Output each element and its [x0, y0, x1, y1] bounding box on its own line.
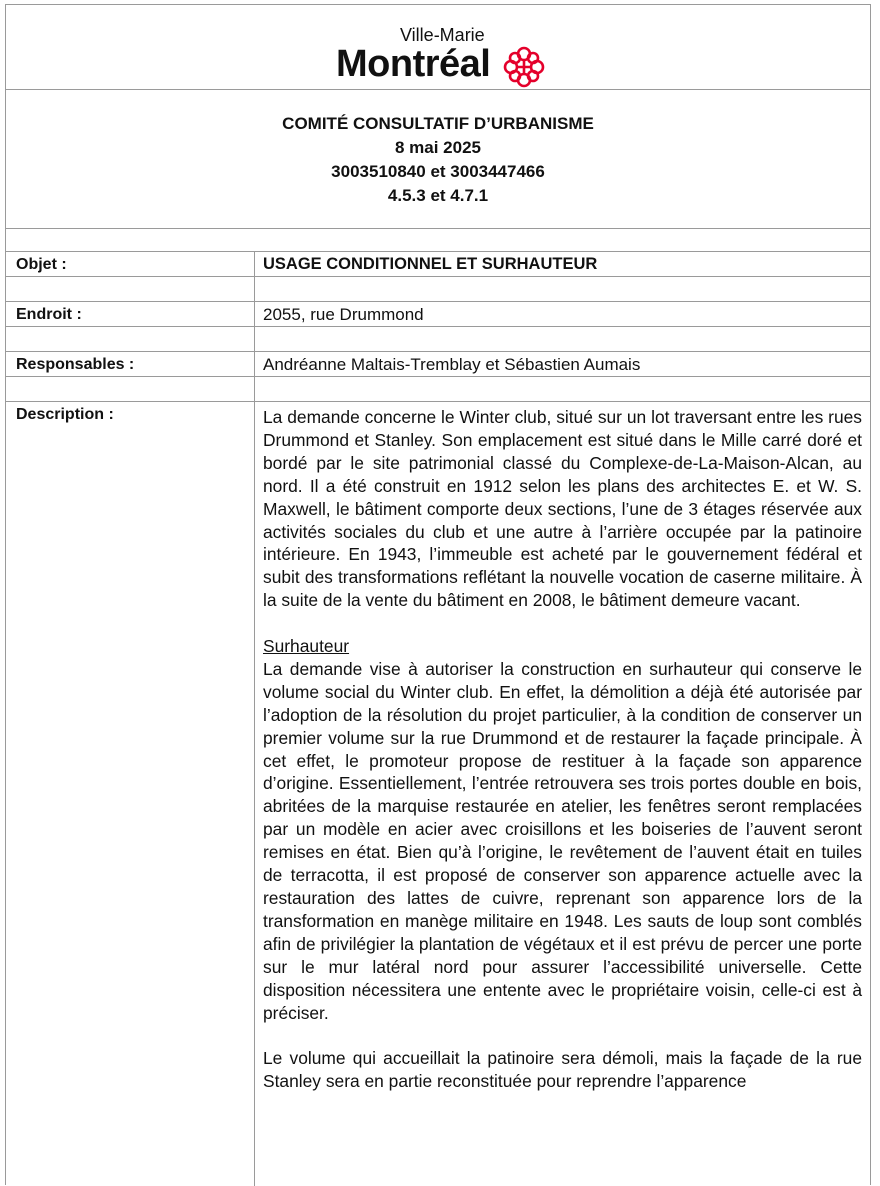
divider [6, 251, 870, 252]
rosette-icon [502, 45, 546, 89]
objet-value: USAGE CONDITIONNEL ET SURHAUTEUR [263, 255, 598, 273]
description-paragraph: La demande vise à autoriser la construction en surhauteur qui conserve le volume social du Winter club. En effet, la démolition a déjà été autorisée par l’adoption de la résolution du projet particulier, à la condition de conserver un premier volume sur la rue Drummond et de restaurer la façade principale. À cet effet, le promoteur propose de restituer à la façade son apparence d’origine. Essentiellement, l’entrée retrouvera ses trois portes double en bois, abritées de la marquise restaurée en atelier, les fenêtres seront remplacées par un modèle en acier avec croisillons et les boiseries de l’auvent seront remises en état. Bien qu’à l’origine, le revêtement de l’auvent était en tuiles de terracotta, il est proposé de conserver son apparence actuelle avec la restauration des lattes de cuivre, reprenant son apparence lors de la transformation en manège militaire en 1948. Les sauts de loup sont comblés afin de privilégier la plantation de végétaux et il est prévu de percer une porte sur le mur latéral nord pour assurer l’accessibilité universelle. Cette disposition nécessitera une entente avec le propriétaire voisin, celle-ci est à préciser. [263, 658, 862, 1023]
divider [6, 228, 870, 229]
divider [6, 301, 870, 302]
endroit-value: 2055, rue Drummond [263, 305, 424, 324]
surhauteur-heading: Surhauteur [263, 636, 350, 657]
item-numbers: 4.5.3 et 4.7.1 [387, 186, 489, 205]
divider [6, 276, 870, 277]
description-body [263, 406, 862, 1093]
logo-city: Montréal [336, 43, 491, 85]
logo-district: Ville-Marie [400, 25, 485, 45]
description-paragraph: La demande concerne le Winter club, situé sur un lot traversant entre les rues Drummond et Stanley. Son emplacement est situé dans le Mille carré doré et bordé par le site patrimonial classé du Complexe-de-La-Maison-Alcan, au nord. Il a été construit en 1912 selon les plans des architectes E. et W. S. Maxwell, le bâtiment comporte deux sections, l’une de 3 étages réservée aux activités sociales du club et une autre à l’arrière occupée par la patinoire intérieure. En 1943, l’immeuble est acheté par le gouvernement fédéral et subit des transformations reflétant la nouvelle vocation de caserne militaire. À la suite de la vente du bâtiment en 2008, le bâtiment demeure vacant. [263, 407, 862, 611]
objet-label: Objet : [16, 256, 67, 273]
description-paragraph: Le volume qui accueillait la patinoire sera démoli, mais la façade de la rue Stanley sera en partie reconstituée pour reprendre l’apparence [263, 1048, 862, 1092]
responsables-value: Andréanne Maltais-Tremblay et Sébastien Aumais [263, 355, 641, 374]
divider [6, 326, 870, 327]
divider [6, 351, 870, 352]
divider [6, 401, 870, 402]
file-numbers: 3003510840 et 3003447466 [331, 162, 545, 181]
endroit-label: Endroit : [16, 306, 82, 323]
meeting-date: 8 mai 2025 [394, 138, 481, 157]
description-label: Description : [16, 406, 114, 423]
divider [6, 376, 870, 377]
column-divider [254, 251, 255, 1186]
responsables-label: Responsables : [16, 356, 135, 373]
montreal-logo [336, 25, 556, 89]
divider [6, 89, 870, 90]
committee-title: COMITÉ CONSULTATIF D’URBANISME [282, 114, 594, 133]
document-frame [5, 4, 871, 1185]
